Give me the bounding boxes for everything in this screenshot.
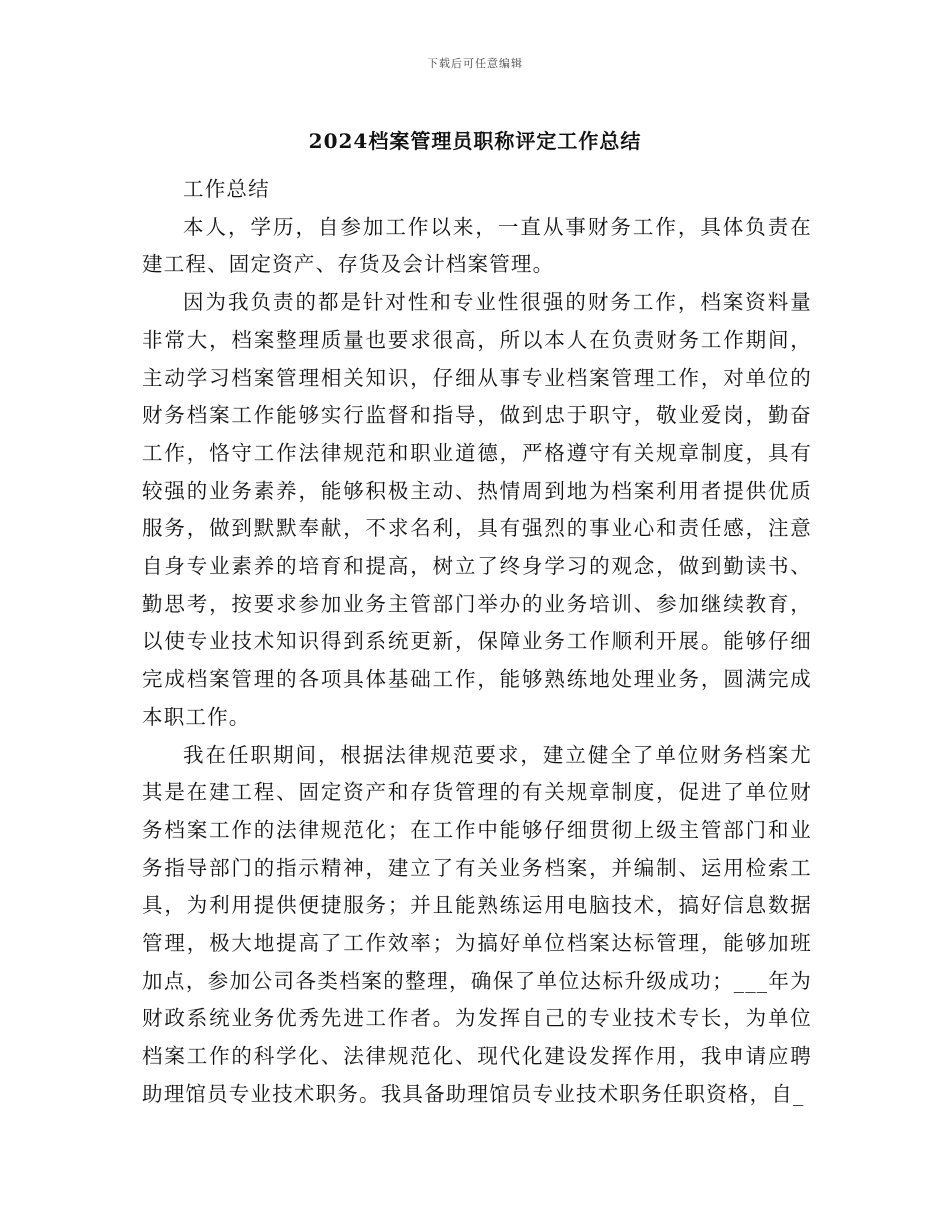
document-title: 2024档案管理员职称评定工作总结	[308, 129, 642, 153]
paragraph-1: 本人，学历，自参加工作以来，一直从事财务工作，具体负责在建工程、固定资产、存货及会计档案管理。	[142, 214, 812, 277]
header-note: 下载后可任意编辑	[427, 57, 523, 70]
document-body	[142, 171, 812, 1114]
paragraph-2: 因为我负责的都是针对性和专业性很强的财务工作，档案资料量非常大，档案整理质量也要求很高，所以本人在负责财务工作期间，主动学习档案管理相关知识，仔细从事专业档案管理工作，对单位的财务档案工作能够实行监督和指导，做到忠于职守，敬业爱岗，勤奋工作，恪守工作法律规范和职业道德，严格遵守有关规章制度，具有较强的业务素养，能够积极主动、热情周到地为档案利用者提供优质服务，做到默默奉献，不求名利，具有强烈的事业心和责任感，注意自身专业素养的培育和提高，树立了终身学习的观念，做到勤读书、勤思考，按要求参加业务主管部门举办的业务培训、参加继续教育，以使专业技术知识得到系统更新，保障业务工作顺利开展。能够仔细完成档案管理的各项具体基础工作，能够熟练地处理业务，圆满完成本职工作。	[142, 290, 812, 729]
paragraph-3: 我在任职期间，根据法律规范要求，建立健全了单位财务档案尤其是在建工程、固定资产和存货管理的有关规章制度，促进了单位财务档案工作的法律规范化；在工作中能够仔细贯彻上级主管部门和业务指导部门的指示精神，建立了有关业务档案，并编制、运用检索工具，为利用提供便捷服务；并且能熟练运用电脑技术，搞好信息数据管理，极大地提高了工作效率；为搞好单位档案达标管理，能够加班加点，参加公司各类档案的整理，确保了单位达标升级成功；___年为财政系统业务优秀先进工作者。为发挥自己的专业技术专长，为单位档案工作的科学化、法律规范化、现代化建设发挥作用，我申请应聘助理馆员专业技术职务。我具备助理馆员专业技术职务任职资格，自_	[142, 742, 812, 1106]
section-heading: 工作总结	[183, 177, 270, 201]
